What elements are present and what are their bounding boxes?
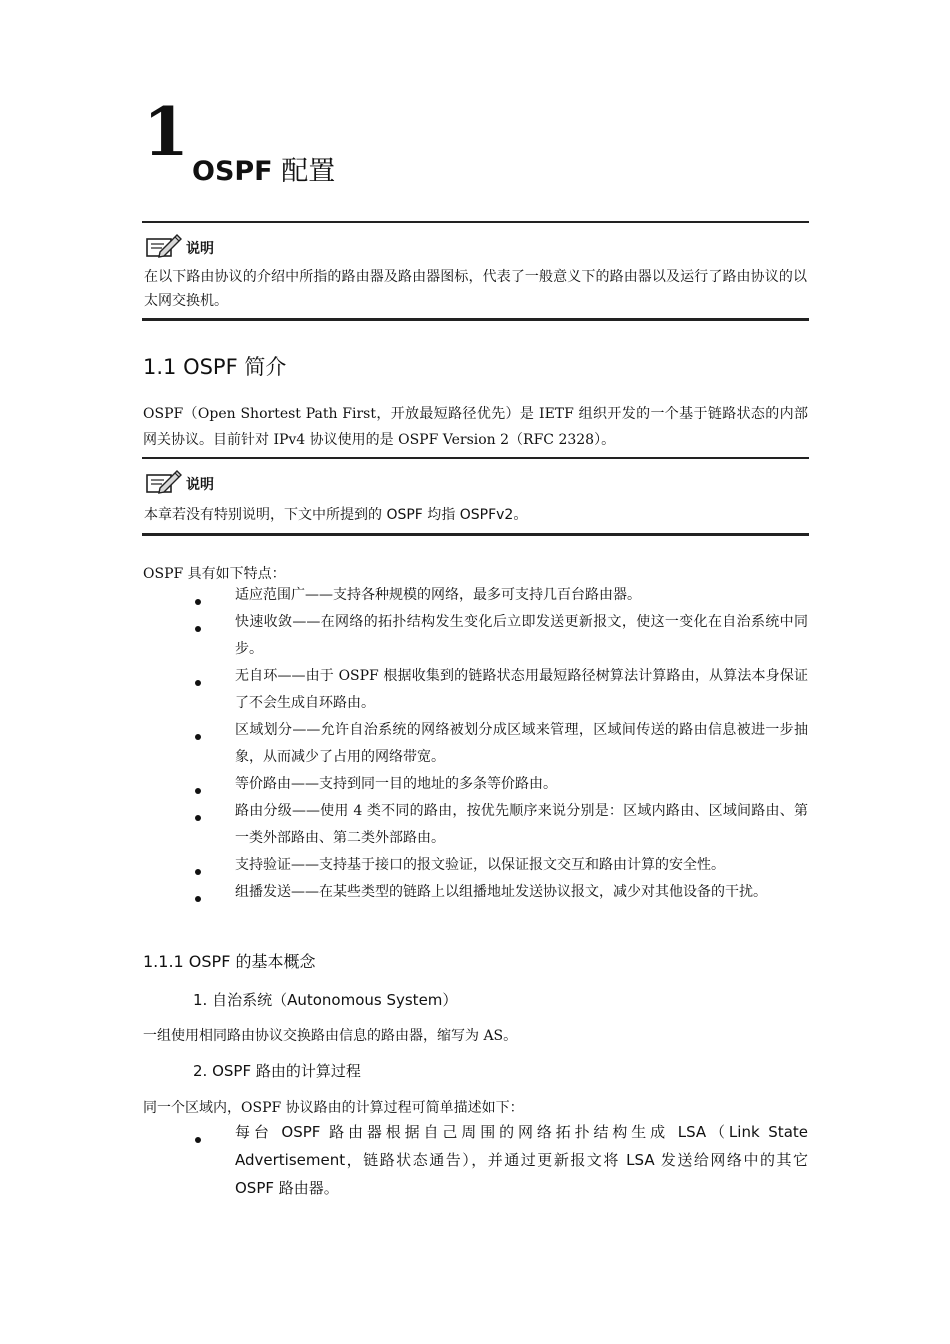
note-box-2 [142,457,809,536]
autonomous-system-paragraph: 一组使用相同路由协议交换路由信息的路由器，缩写为 AS。 [143,1028,518,1044]
list-item-text: 区域划分——允许自治系统的网络被划分成区域来管理，区域间传送的路由信息被进一步抽象，从而减少了占用的网络带宽。 [235,722,808,765]
bullet-dot [195,626,201,632]
sub-heading-calculation-process: 2. OSPF 路由的计算过程 [193,1062,361,1080]
intro-paragraph: OSPF（Open Shortest Path First，开放最短路径优先）是 IETF 组织开发的一个基于链路状态的内部网关协议。目前针对 IPv4 协议使用的是 OSPF Version 2（RFC 2328）。 [143,406,808,448]
bullet-dot [195,869,201,875]
note-box-1 [142,221,809,321]
bullet-dot [195,734,201,740]
bullet-dot [195,680,201,686]
note-bottom-rule [142,533,809,536]
note-pencil-icon [144,467,184,497]
list-item-text: 组播发送——在某些类型的链路上以组播地址发送协议报文，减少对其他设备的干扰。 [235,884,767,900]
list-item-text: 等价路由——支持到同一目的地址的多条等价路由。 [235,776,557,792]
chapter-title-cjk: 配置 [272,156,336,187]
note-label: 说明 [186,477,214,493]
bullet-dot [195,1137,201,1143]
note-top-rule [142,221,809,223]
chapter-title-latin: OSPF [192,156,273,187]
list-item-text: 快速收敛——在网络的拓扑结构发生变化后立即发送更新报文，使这一变化在自治系统中同步。 [235,614,808,657]
bullet-dot [195,896,201,902]
list-item-text: 适应范围广——支持各种规模的网络，最多可支持几百台路由器。 [235,587,641,603]
note-text: 在以下路由协议的介绍中所指的路由器及路由器图标，代表了一般意义下的路由器以及运行了路由协议的以太网交换机。 [144,269,807,309]
bullet-dot [195,788,201,794]
list-item-text: 无自环——由于 OSPF 根据收集到的链路状态用最短路径树算法计算路由，从算法本身保证了不会生成自环路由。 [235,668,808,711]
note-text: 本章若没有特别说明，下文中所提到的 OSPF 均指 OSPFv2。 [144,507,528,523]
chapter-title [192,154,335,190]
note-bottom-rule [142,318,809,321]
bullet-dot [195,599,201,605]
list-item-text: 每台 OSPF 路由器根据自己周围的网络拓扑结构生成 LSA（Link State Advertisement，链路状态通告），并通过更新报文将 LSA 发送给网络中的其它 OSPF 路由器。 [235,1123,808,1197]
chapter-number: 1 [143,93,189,171]
features-intro: OSPF 具有如下特点： [143,566,286,582]
list-item-text: 路由分级——使用 4 类不同的路由，按优先顺序来说分别是：区域内路由、区域间路由、第一类外部路由、第二类外部路由。 [235,803,808,846]
note-pencil-icon [144,231,184,261]
subsection-heading: 1.1.1 OSPF 的基本概念 [143,952,316,971]
note-label: 说明 [186,241,214,257]
list-item-text: 支持验证——支持基于接口的报文验证，以保证报文交互和路由计算的安全性。 [235,857,725,873]
sub-heading-autonomous-system: 1. 自治系统（Autonomous System） [193,991,458,1009]
bullet-dot [195,815,201,821]
section-heading: 1.1 OSPF 简介 [143,355,287,379]
note-top-rule [142,457,809,459]
calculation-process-paragraph: 同一个区域内，OSPF 协议路由的计算过程可简单描述如下： [143,1100,524,1116]
